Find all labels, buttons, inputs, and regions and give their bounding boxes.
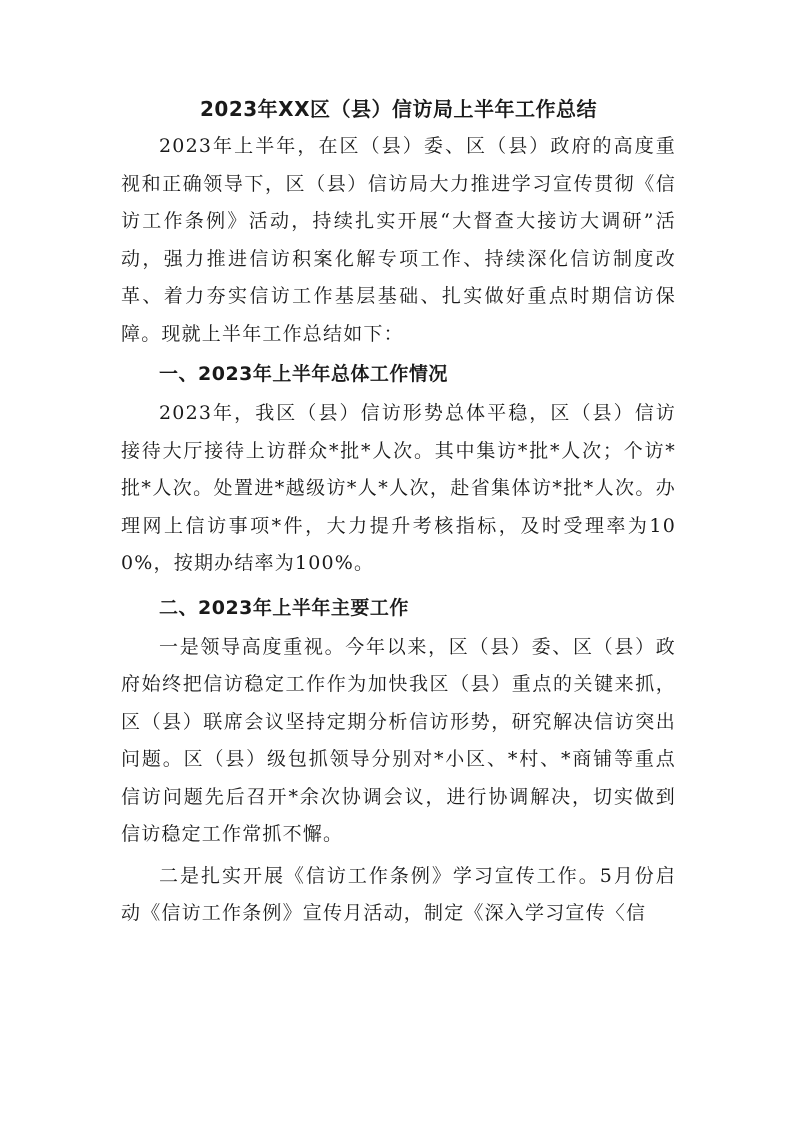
overall-paragraph: 2023年，我区（县）信访形势总体平稳，区（县）信访接待大厅接待上访群众*批*人次。其中集访*批*人次；个访*批*人次。处置进*越级访*人*人次，赴省集体访*批*人次。办理网上信访事项*件，大力提升考核指标，及时受理率为100%，按期办结率为100%。 — [121, 402, 676, 574]
section-heading-overall: 一、2023年上半年总体工作情况 — [159, 363, 448, 385]
section-heading-main-work: 二、2023年上半年主要工作 — [159, 596, 409, 619]
document-body — [121, 90, 676, 933]
main-work-paragraph-2: 二是扎实开展《信访工作条例》学习宣传工作。5月份启动《信访工作条例》宣传月活动，制定《深入学习宣传〈信 — [121, 864, 676, 924]
document-title: 2023年XX区（县）信访局上半年工作总结 — [199, 97, 597, 121]
main-work-paragraph-1: 一是领导高度重视。今年以来，区（县）委、区（县）政府始终把信访稳定工作作为加快我区（县）重点的关键来抓，区（县）联席会议坚持定期分析信访形势，研究解决信访突出问题。区（县）级包抓领导分别对*小区、*村、*商铺等重点信访问题先后召开*余次协调会议，进行协调解决，切实做到信访稳定工作常抓不懈。 — [121, 635, 676, 845]
intro-paragraph: 2023年上半年，在区（县）委、区（县）政府的高度重视和正确领导下，区（县）信访局大力推进学习宣传贯彻《信访工作条例》活动，持续扎实开展“大督查大接访大调研”活动，强力推进信访积案化解专项工作、持续深化信访制度改革、着力夯实信访工作基层基础、扎实做好重点时期信访保障。现就上半年工作总结如下： — [121, 135, 676, 345]
